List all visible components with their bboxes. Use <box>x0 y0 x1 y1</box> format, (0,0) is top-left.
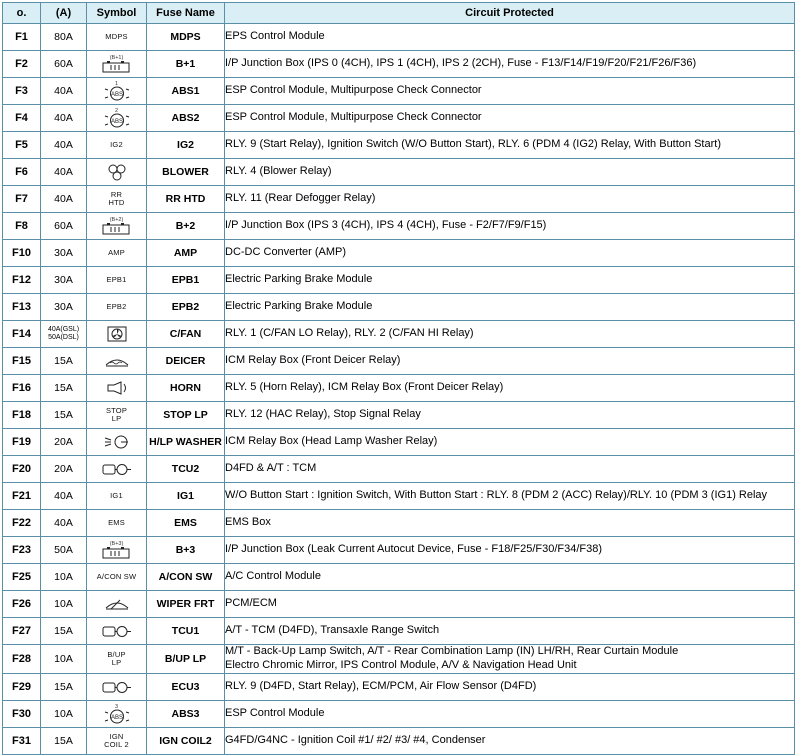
fuse-number: F10 <box>3 240 41 267</box>
fuse-name: TCU1 <box>147 618 225 645</box>
table-row <box>3 673 795 700</box>
fuse-number: F30 <box>3 700 41 727</box>
circuit-protected: PCM/ECM <box>225 591 795 618</box>
column-header-fuse-name: Fuse Name <box>147 3 225 24</box>
fuse-symbol <box>87 78 147 105</box>
abs-icon: 2 ABS <box>104 108 130 128</box>
symbol-label: AMP <box>108 248 125 258</box>
fuse-symbol <box>87 564 147 591</box>
fuse-number: F12 <box>3 267 41 294</box>
fuse-symbol <box>87 645 147 674</box>
table-row <box>3 591 795 618</box>
fuse-number: F4 <box>3 105 41 132</box>
circuit-protected: RLY. 4 (Blower Relay) <box>225 159 795 186</box>
fuse-symbol <box>87 186 147 213</box>
fuse-name: B+2 <box>147 213 225 240</box>
fuse-number: F13 <box>3 294 41 321</box>
battery-icon: (B+3) <box>102 541 132 560</box>
fuse-symbol <box>87 213 147 240</box>
fuse-name: ABS1 <box>147 78 225 105</box>
fan-icon <box>106 325 128 343</box>
circuit-protected: RLY. 1 (C/FAN LO Relay), RLY. 2 (C/FAN HI Relay) <box>225 321 795 348</box>
table-row <box>3 159 795 186</box>
circuit-protected: ICM Relay Box (Front Deicer Relay) <box>225 348 795 375</box>
fuse-number: F25 <box>3 564 41 591</box>
fuse-rating: 15A <box>41 727 87 754</box>
circuit-protected: DC-DC Converter (AMP) <box>225 240 795 267</box>
table-row <box>3 51 795 78</box>
fuse-symbol <box>87 105 147 132</box>
fuse-symbol <box>87 240 147 267</box>
fuse-rating: 15A <box>41 618 87 645</box>
fuse-number: F20 <box>3 456 41 483</box>
fuse-symbol <box>87 51 147 78</box>
fuse-number: F14 <box>3 321 41 348</box>
table-row <box>3 375 795 402</box>
horn-icon <box>104 380 130 396</box>
washer-icon <box>103 434 131 450</box>
abs-icon: 3 ABS <box>104 704 130 724</box>
table-row <box>3 348 795 375</box>
circuit-protected: RLY. 11 (Rear Defogger Relay) <box>225 186 795 213</box>
fuse-name: HORN <box>147 375 225 402</box>
fuse-rating: 40A <box>41 510 87 537</box>
fuse-rating: 40A <box>41 105 87 132</box>
fuse-symbol <box>87 456 147 483</box>
fuse-number: F5 <box>3 132 41 159</box>
circuit-protected: EMS Box <box>225 510 795 537</box>
circuit-protected: ICM Relay Box (Head Lamp Washer Relay) <box>225 429 795 456</box>
fuse-number: F1 <box>3 24 41 51</box>
column-header-amp: (A) <box>41 3 87 24</box>
fuse-symbol <box>87 348 147 375</box>
svg-text:ABS: ABS <box>110 119 123 125</box>
symbol-label: EPB2 <box>106 302 127 312</box>
symbol-label: B/UP LP <box>107 649 126 667</box>
column-header-symbol: Symbol <box>87 3 147 24</box>
fuse-name: MDPS <box>147 24 225 51</box>
circuit-protected: ESP Control Module, Multipurpose Check Connector <box>225 105 795 132</box>
fuse-number: F18 <box>3 402 41 429</box>
fuse-number: F27 <box>3 618 41 645</box>
fuse-symbol <box>87 537 147 564</box>
fuse-number: F21 <box>3 483 41 510</box>
circuit-protected: A/T - TCM (D4FD), Transaxle Range Switch <box>225 618 795 645</box>
fuse-rating: 80A <box>41 24 87 51</box>
table-row <box>3 105 795 132</box>
fuse-name: EPB1 <box>147 267 225 294</box>
circuit-protected: Electric Parking Brake Module <box>225 267 795 294</box>
circuit-protected: EPS Control Module <box>225 24 795 51</box>
fuse-name: AMP <box>147 240 225 267</box>
fuse-number: F29 <box>3 673 41 700</box>
fuse-rating: 20A <box>41 429 87 456</box>
fuse-symbol <box>87 267 147 294</box>
fuse-name: WIPER FRT <box>147 591 225 618</box>
fuse-rating: 40A <box>41 483 87 510</box>
table-row <box>3 483 795 510</box>
deicer-icon <box>103 354 131 369</box>
circuit-protected: ESP Control Module, Multipurpose Check Connector <box>225 78 795 105</box>
fuse-name: EPB2 <box>147 294 225 321</box>
table-row <box>3 24 795 51</box>
circuit-protected: RLY. 9 (Start Relay), Ignition Switch (W/O Button Start), RLY. 6 (PDM 4 (IG2) Relay, With Button Start) <box>225 132 795 159</box>
fuse-name: BLOWER <box>147 159 225 186</box>
fuse-box-table <box>2 2 795 755</box>
fuse-name: H/LP WASHER <box>147 429 225 456</box>
fuse-number: F15 <box>3 348 41 375</box>
symbol-label: EPB1 <box>106 275 127 285</box>
fuse-number: F2 <box>3 51 41 78</box>
circuit-protected: M/T - Back-Up Lamp Switch, A/T - Rear Combination Lamp (IN) LH/RH, Rear Curtain Module Electro Chromic Mirror, IPS Control Module, A/V & Navigation Head Unit <box>225 645 795 674</box>
fuse-name: DEICER <box>147 348 225 375</box>
symbol-label: IGN COIL 2 <box>104 731 129 749</box>
table-row <box>3 564 795 591</box>
circuit-protected: I/P Junction Box (IPS 3 (4CH), IPS 4 (4CH), Fuse - F2/F7/F9/F15) <box>225 213 795 240</box>
circuit-protected: RLY. 5 (Horn Relay), ICM Relay Box (Front Deicer Relay) <box>225 375 795 402</box>
fuse-rating: 40A <box>41 186 87 213</box>
fuse-number: F3 <box>3 78 41 105</box>
fuse-name: ABS3 <box>147 700 225 727</box>
connector-icon <box>102 462 132 476</box>
fuse-name: IGN COIL2 <box>147 727 225 754</box>
fuse-symbol <box>87 618 147 645</box>
table-row <box>3 429 795 456</box>
symbol-label: IG2 <box>110 140 123 150</box>
fuse-name: IG2 <box>147 132 225 159</box>
fuse-name: C/FAN <box>147 321 225 348</box>
symbol-label: EMS <box>108 518 125 528</box>
fuse-rating: 15A <box>41 348 87 375</box>
table-body <box>3 24 795 755</box>
circuit-protected: ESP Control Module <box>225 700 795 727</box>
symbol-label: RR HTD <box>108 190 125 207</box>
fuse-rating: 15A <box>41 673 87 700</box>
fuse-rating: 20A <box>41 456 87 483</box>
fuse-name: B/UP LP <box>147 645 225 674</box>
fuse-rating: 30A <box>41 294 87 321</box>
table-row <box>3 267 795 294</box>
fuse-rating: 10A <box>41 700 87 727</box>
fuse-name: ABS2 <box>147 105 225 132</box>
circuit-protected: RLY. 12 (HAC Relay), Stop Signal Relay <box>225 402 795 429</box>
fuse-name: STOP LP <box>147 402 225 429</box>
fuse-name: ECU3 <box>147 673 225 700</box>
table-row <box>3 321 795 348</box>
fuse-number: F19 <box>3 429 41 456</box>
table-row <box>3 294 795 321</box>
fuse-rating: 60A <box>41 51 87 78</box>
symbol-label: A/CON SW <box>96 572 137 582</box>
fuse-rating: 50A <box>41 537 87 564</box>
table-row <box>3 402 795 429</box>
fuse-symbol <box>87 727 147 754</box>
fuse-number: F16 <box>3 375 41 402</box>
circuit-protected: G4FD/G4NC - Ignition Coil #1/ #2/ #3/ #4, Condenser <box>225 727 795 754</box>
table-row <box>3 537 795 564</box>
wiper-icon <box>103 596 131 612</box>
circuit-protected: D4FD & A/T : TCM <box>225 456 795 483</box>
fuse-name: B+1 <box>147 51 225 78</box>
fuse-rating: 40A <box>41 159 87 186</box>
fuse-rating: 10A <box>41 645 87 674</box>
fuse-symbol <box>87 700 147 727</box>
column-header-circuit-protected: Circuit Protected <box>225 3 795 24</box>
fuse-rating: 40A(GSL) 50A(DSL) <box>41 321 87 348</box>
fuse-rating: 15A <box>41 402 87 429</box>
fuse-name: IG1 <box>147 483 225 510</box>
circuit-protected: Electric Parking Brake Module <box>225 294 795 321</box>
table-row <box>3 645 795 674</box>
fuse-symbol <box>87 673 147 700</box>
fuse-name: B+3 <box>147 537 225 564</box>
fuse-rating: 10A <box>41 564 87 591</box>
fuse-rating: 40A <box>41 78 87 105</box>
table-row <box>3 240 795 267</box>
circuit-protected: I/P Junction Box (Leak Current Autocut Device, Fuse - F18/F25/F30/F34/F38) <box>225 537 795 564</box>
connector-icon <box>102 680 132 694</box>
table-header-row <box>3 3 795 24</box>
fuse-rating: 15A <box>41 375 87 402</box>
table-row <box>3 700 795 727</box>
fuse-number: F26 <box>3 591 41 618</box>
fuse-number: F28 <box>3 645 41 674</box>
fuse-rating: 60A <box>41 213 87 240</box>
fuse-rating: 40A <box>41 132 87 159</box>
table-row <box>3 727 795 754</box>
table-row <box>3 510 795 537</box>
fuse-number: F31 <box>3 727 41 754</box>
fuse-rating: 30A <box>41 267 87 294</box>
table-header <box>3 3 795 24</box>
blower-icon <box>104 163 130 181</box>
symbol-label: MDPS <box>105 32 128 42</box>
fuse-number: F6 <box>3 159 41 186</box>
fuse-symbol <box>87 591 147 618</box>
circuit-protected: A/C Control Module <box>225 564 795 591</box>
fuse-symbol <box>87 402 147 429</box>
symbol-label: STOP LP <box>105 406 128 423</box>
connector-icon <box>102 624 132 638</box>
fuse-symbol <box>87 159 147 186</box>
table-row <box>3 213 795 240</box>
table-row <box>3 78 795 105</box>
fuse-number: F23 <box>3 537 41 564</box>
fuse-name: TCU2 <box>147 456 225 483</box>
fuse-symbol <box>87 132 147 159</box>
fuse-name: A/CON SW <box>147 564 225 591</box>
fuse-number: F22 <box>3 510 41 537</box>
fuse-symbol <box>87 24 147 51</box>
fuse-number: F7 <box>3 186 41 213</box>
fuse-rating: 30A <box>41 240 87 267</box>
fuse-symbol <box>87 294 147 321</box>
fuse-symbol <box>87 510 147 537</box>
fuse-symbol <box>87 321 147 348</box>
fuse-name: EMS <box>147 510 225 537</box>
fuse-rating: 10A <box>41 591 87 618</box>
table-row <box>3 456 795 483</box>
circuit-protected: I/P Junction Box (IPS 0 (4CH), IPS 1 (4CH), IPS 2 (2CH), Fuse - F13/F14/F19/F20/F21/F26/F36) <box>225 51 795 78</box>
svg-text:ABS: ABS <box>110 92 123 98</box>
fuse-number: F8 <box>3 213 41 240</box>
fuse-symbol <box>87 375 147 402</box>
battery-icon: (B+2) <box>102 217 132 236</box>
column-header-no: o. <box>3 3 41 24</box>
battery-icon: (B+1) <box>102 55 132 74</box>
abs-icon: 1 ABS <box>104 81 130 101</box>
fuse-symbol <box>87 483 147 510</box>
circuit-protected: W/O Button Start : Ignition Switch, With Button Start : RLY. 8 (PDM 2 (ACC) Relay)/RLY. 10 (PDM 3 (IG1) Relay <box>225 483 795 510</box>
table-row <box>3 618 795 645</box>
symbol-label: IG1 <box>110 491 123 501</box>
circuit-protected: RLY. 9 (D4FD, Start Relay), ECM/PCM, Air Flow Sensor (D4FD) <box>225 673 795 700</box>
svg-text:ABS: ABS <box>110 714 123 721</box>
fuse-name: RR HTD <box>147 186 225 213</box>
fuse-symbol <box>87 429 147 456</box>
table-row <box>3 186 795 213</box>
table-row <box>3 132 795 159</box>
